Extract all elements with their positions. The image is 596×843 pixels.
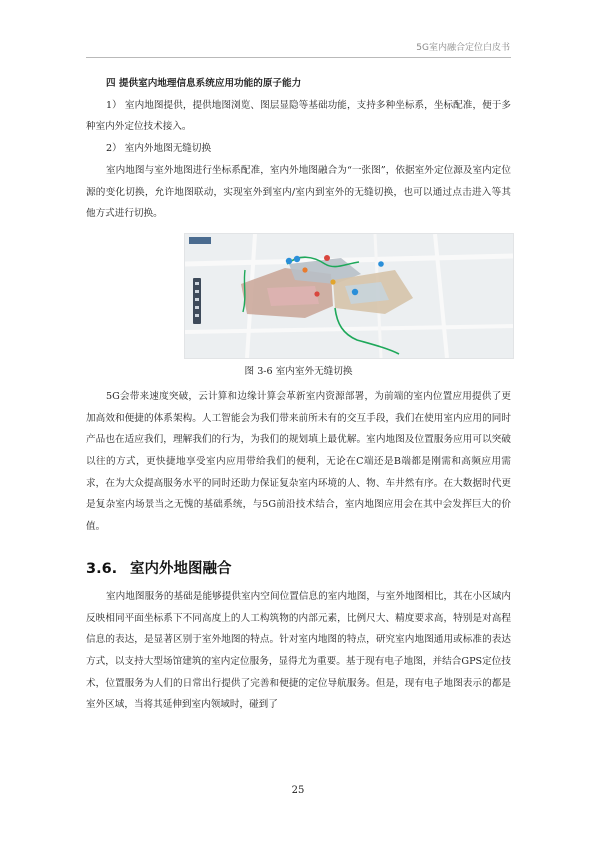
seamless-switch-paragraph: 室内地图与室外地图进行坐标系配准，室内外地图融合为“一张图”，依据室外定位源及室内定位源的变化切换，允许地图联动，实现室外到室内/室内到室外的无缝切换，也可以通过点击进入等其他方式进行切换。 <box>86 164 511 220</box>
section-3-6-heading <box>86 557 511 578</box>
section-title-text: 室内外地图融合 <box>130 560 232 577</box>
section-number: 3.6. <box>86 560 118 577</box>
header-divider <box>86 57 511 58</box>
figure-caption: 图 3-6 室内室外无缝切换 <box>244 365 353 377</box>
item-indoor-map-provision: 1） 室内地图提供，提供地图浏览、图层显隐等基础功能，支持多种坐标系，坐标配准，便于多种室内外定位技术接入。 <box>86 99 511 133</box>
indoor-outdoor-map-figure <box>184 233 514 359</box>
running-header: 5G室内融合定位白皮书 <box>416 43 510 53</box>
item-seamless-switch: 2） 室内外地图无缝切换 <box>106 143 212 155</box>
section-four-heading: 四 提供室内地理信息系统应用功能的原子能力 <box>106 78 302 89</box>
map-illustration <box>185 234 513 358</box>
paragraph-5g-indoor-map: 5G会带来速度突破，云计算和边缘计算会革新室内资源部署，为前端的室内位置应用提供了更加高效和便捷的体系架构。人工智能会为我们带来前所未有的交互手段，我们在使用室内应用的同时产品也在适应我们，理解我们的行为，为我们的规划填上最优解。室内地图及位置服务应用可以突破以往的方式，更快捷地享受室内应用带给我们的便利，无论在C端还是B端都是刚需和高频应用需求，在为大众提高服务水平的同时还助力保证复杂室内环境的人、物、车井然有序。在大数据时代更是复杂室内场景当之无愧的基础系统，与5G前沿技术结合，室内地图应用会在其中会发挥巨大的价值。 <box>86 390 511 533</box>
section-3-6-paragraph: 室内地图服务的基础是能够提供室内空间位置信息的室内地图，与室外地图相比，其在小区域内反映相同平面坐标系下不同高度上的人工构筑物的内部元素，比例尺大、精度要求高，特别是对高程信息的表达，是显著区别于室外地图的特点。针对室内地图的特点，研究室内地图通用或标准的表达方式，以支持大型场馆建筑的室内定位服务，显得尤为重要。基于现有电子地图，并结合GPS定位技术，位置服务为人们的日常出行提供了完善和便捷的定位导航服务。但是，现有电子地图表示的都是室外区域，当将其延伸到室内领域时，碰到了 <box>86 590 511 711</box>
page-body <box>86 73 511 716</box>
page-number: 25 <box>291 785 305 796</box>
